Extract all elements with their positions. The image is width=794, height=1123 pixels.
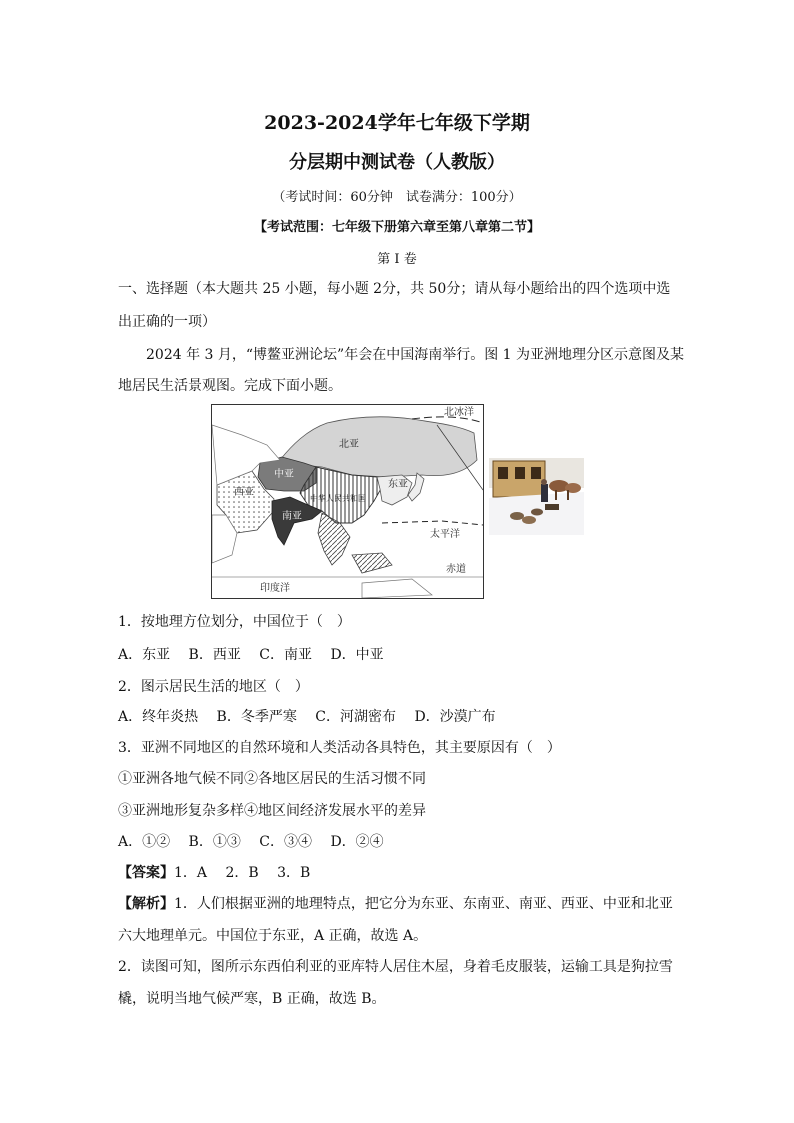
section-heading-line-1: 一、选择题（本大题共 25 小题，每小题 2分，共 50分；请从每小题给出的四个选项中选 xyxy=(118,281,671,297)
question-3-choice-2: ③亚洲地形复杂多样④地区间经济发展水平的差异 xyxy=(118,803,426,819)
title-line-2: 分层期中测试卷（人教版） xyxy=(289,152,505,173)
residents-life-photo xyxy=(489,458,584,535)
asia-region-map xyxy=(211,404,484,599)
question-3-choice-1: ①亚洲各地气候不同②各地区居民的生活习惯不同 xyxy=(118,771,426,787)
exam-scope: 【考试范围：七年级下册第六章至第八章第二节】 xyxy=(253,220,540,235)
question-2-stem: 2．图示居民生活的地区（ ） xyxy=(118,679,309,695)
analysis-line-1 xyxy=(118,893,678,913)
analysis-line-4: 橇，说明当地气候严寒，B 正确，故选 B。 xyxy=(118,991,386,1007)
label-south-asia: 南亚 xyxy=(282,511,302,522)
southeast-asia-region xyxy=(318,513,392,573)
label-indian-ocean: 印度洋 xyxy=(260,583,290,594)
volume-label: 第 I 卷 xyxy=(377,252,417,267)
label-north-asia: 北亚 xyxy=(339,439,359,450)
analysis-text-1: 1．人们根据亚洲的地理特点，把它分为东亚、东南亚、南亚、西亚、中亚和北亚 xyxy=(174,896,673,912)
answer-label: 【答案】 xyxy=(118,865,174,881)
exam-info: （考试时间：60分钟 试卷满分：100分） xyxy=(272,190,522,205)
question-1-stem: 1．按地理方位划分，中国位于（ ） xyxy=(118,614,351,630)
section-heading-line-2: 出正确的一项） xyxy=(118,314,216,330)
label-pacific-ocean: 太平洋 xyxy=(430,529,460,540)
analysis-line-3: 2．读图可知，图所示东西伯利亚的亚库特人居住木屋，身着毛皮服装，运输工具是狗拉雪 xyxy=(118,959,673,975)
title-line-1: 2023-2024学年七年级下学期 xyxy=(264,112,530,134)
label-china: 中华人民共和国 xyxy=(310,494,366,503)
answer-line xyxy=(118,862,678,882)
intro-line-1: 2024 年 3 月，“博鳌亚洲论坛”年会在中国海南举行。图 1 为亚洲地理分区示意图及某 xyxy=(146,347,685,363)
label-east-asia: 东亚 xyxy=(388,479,408,490)
analysis-label: 【解析】 xyxy=(118,896,174,912)
label-west-asia: 西亚 xyxy=(234,487,254,498)
question-3-options: A．①② B．①③ C．③④ D．②④ xyxy=(118,834,384,850)
label-central-asia: 中亚 xyxy=(274,469,294,480)
question-1-options: A．东亚 B．西亚 C．南亚 D．中亚 xyxy=(118,647,384,663)
label-equator: 赤道 xyxy=(446,564,466,575)
intro-line-2: 地居民生活景观图。完成下面小题。 xyxy=(118,378,342,394)
question-2-options: A．终年炎热 B．冬季严寒 C．河湖密布 D．沙漠广布 xyxy=(118,709,496,725)
label-arctic-ocean: 北冰洋 xyxy=(444,407,474,418)
analysis-line-2: 六大地理单元。中国位于东亚，A 正确，故选 A。 xyxy=(118,928,428,944)
question-3-stem: 3．亚洲不同地区的自然环境和人类活动各具特色，其主要原因有（ ） xyxy=(118,740,561,756)
answer-text: 1．A 2．B 3．B xyxy=(174,865,311,881)
